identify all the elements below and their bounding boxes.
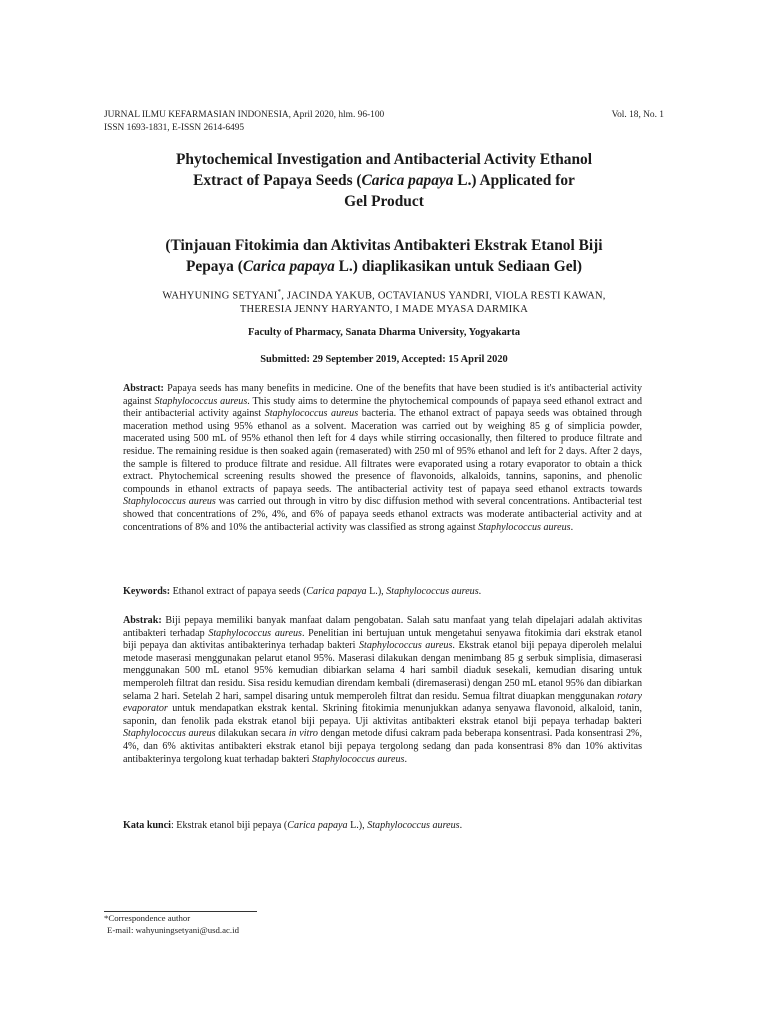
- journal-header: JURNAL ILMU KEFARMASIAN INDONESIA, April 2020, hlm. 96-100: [104, 110, 385, 120]
- species-name: Carica papaya: [287, 820, 348, 831]
- title-en-line1: Phytochemical Investigation and Antibacterial Activity Ethanol: [176, 151, 592, 168]
- kata-kunci-text: .: [459, 820, 463, 831]
- species-name: Staphylococcus aureus: [264, 408, 359, 420]
- authors-line1: [104, 286, 664, 303]
- kata-kunci-label: Kata kunci: [123, 820, 171, 831]
- abstract-english: [123, 383, 642, 534]
- keywords-indonesian: [123, 820, 642, 833]
- species-name: Carica papaya: [306, 586, 367, 597]
- keywords-text: Ethanol extract of papaya seeds (: [170, 586, 307, 597]
- title-en-text: Extract of Papaya Seeds (: [193, 172, 362, 189]
- title-id-line1: (Tinjauan Fitokimia dan Aktivitas Antibakteri Ekstrak Etanol Biji: [165, 237, 603, 254]
- submission-dates: Submitted: 29 September 2019, Accepted: 15 April 2020: [260, 354, 508, 365]
- abstract-text: Papaya seeds has many benefits in medicine. One of the benefits that have been studied is it's antibacterial activity against: [123, 383, 642, 407]
- abstract-indonesian: [123, 615, 642, 766]
- species-name: Staphylococcus aureus: [123, 728, 216, 740]
- italic-term: rotary evaporator: [123, 690, 642, 715]
- title-english: [104, 149, 664, 212]
- keywords-text: L.),: [366, 586, 387, 597]
- issn-line: ISSN 1693-1831, E-ISSN 2614-6495: [104, 123, 245, 133]
- abstract-text: bacteria. The ethanol extract of papaya seeds was obtained through maceration method using 95% ethanol as a solvent. Maceration was carried out by weighing 85 g of simplicia powder, macerated using 500 mL of 95% ethanol then left for 4 days while stirring occasionally, then filtered to produce filtrate and residue. The remaining residue is then soaked again (remaserated) with 250 ml of 95% ethanol and left for 2 days. After 2 days, the sample is filtered to produce filtrate and residue. All filtrates were evaporated using a rotary evaporator to obtain a thick extract. Phytochemical screening results showed the presence of flavonoids, alkaloids, tannins, saponins, and phenolic compounds in ethanol extracts of papaya seeds. The antibacterial activity test of papaya seed ethanol extracts towards: [123, 408, 642, 495]
- species-name: Staphylococcus aureus: [123, 496, 216, 508]
- kata-kunci-text: : Ekstrak etanol biji pepaya (: [170, 820, 288, 831]
- title-en-line3: Gel Product: [344, 193, 424, 210]
- author-list: [104, 286, 664, 316]
- author-names: , JACINDA YAKUB, OCTAVIANUS YANDRI, VIOLA RESTI KAWAN,: [281, 290, 606, 302]
- abstract-text: was carried out through in vitro by disc diffusion method with several concentrations. Antibacterial test showed that concentrations of 2%, 4%, and 6% of papaya seeds ethanol extracts was moderate antibacterial activity and at concentrations of 8% and 10% the antibacterial activity was classified as strong against: [123, 496, 642, 533]
- keywords-label: Keywords:: [123, 586, 171, 597]
- abstract-label: Abstract:: [123, 383, 164, 394]
- abstract-text: .: [570, 521, 574, 533]
- keywords-text: .: [478, 586, 482, 597]
- abstrak-text: dengan metode difusi cakram pada beberapa konsentrasi. Pada konsentrasi 2%, 4%, dan 6% aktivitas antibakteri ekstrak etanol biji pepaya tergolong sedang dan pada konsentrasi 8% dan 10% aktivitas antibakterinya tergolong kuat terhadap bakteri: [123, 728, 642, 765]
- abstract-text: . This study aims to determine the phytochemical compounds of papaya seed ethanol extract and their antibacterial activity against: [123, 395, 642, 420]
- corresponding-author: WAHYUNING SETYANI: [162, 290, 278, 302]
- title-en-line2: [104, 170, 664, 191]
- title-indonesian: [104, 235, 664, 277]
- correspondence-email: E-mail: wahyuningsetyani@usd.ac.id: [107, 925, 239, 935]
- abstrak-text: . Ekstrak etanol biji pepaya diperoleh melalui metode maserasi menggunakan pelarut etanol 95%. Maserasi dilakukan dengan menimbang 85 g serbuk simplisia, dimaserasi menggunakan 500 mL etanol 95% kemudian dibiarkan selama 4 hari sambil diaduk sesekali, kemudian disaring untuk memperoleh filtrat dan residu. Sisa residu kemudian direndam kembali (diremaserasi) dengan 250 mL etanol 95% dan dibiarkan selama 2 hari. Setelah 2 hari, sampel disaring untuk memperoleh filtrat dan residu. Semua filtrat diuapkan menggunakan: [123, 640, 642, 702]
- abstrak-text: Biji pepaya memiliki banyak manfaat dalam pengobatan. Salah satu manfaat yang telah dipelajari adalah aktivitas antibakteri terhadap: [123, 615, 642, 639]
- abstrak-text: untuk mendapatkan ekstrak kental. Skrining fitokimia menunjukkan adanya senyawa flavonoid, alkaloid, tanin, saponin, dan fenolik pada ekstrak etanol biji pepaya. Uji aktivitas antibakteri ekstrak etanol biji pepaya terhadap bakteri: [123, 703, 642, 727]
- species-name: Staphylococcus aureus: [208, 627, 302, 639]
- abstrak-text: .: [404, 753, 407, 765]
- affiliation: Faculty of Pharmacy, Sanata Dharma University, Yogyakarta: [247, 327, 521, 338]
- species-name: Staphylococcus aureus: [367, 820, 460, 831]
- abstrak-text: . Penelitian ini bertujuan untuk mengetahui senyawa fitokimia dari ekstrak etanol biji pepaya dan aktivitas antibakterinya terhadap bakteri: [123, 627, 643, 652]
- title-id-text: L.) diaplikasikan untuk Sediaan Gel): [334, 258, 582, 275]
- species-name: Staphylococcus aureus: [386, 586, 479, 597]
- keywords-english: [123, 586, 642, 599]
- correspondence-note: *Correspondence author: [104, 913, 191, 923]
- abstrak-text: dilakukan secara: [215, 728, 289, 740]
- title-id-line2: [104, 256, 664, 277]
- species-name: Staphylococcus aureus: [312, 753, 405, 765]
- volume-number: Vol. 18, No. 1: [611, 110, 664, 120]
- correspondence-mark: *: [277, 288, 282, 296]
- title-en-text: L.) Applicated for: [453, 172, 575, 189]
- abstrak-label: Abstrak:: [123, 615, 162, 626]
- species-name: Carica papaya: [242, 258, 335, 275]
- species-name: Staphylococcus aureus: [478, 521, 571, 533]
- species-name: Staphylococcus aureus: [154, 395, 248, 407]
- italic-term: in vitro: [288, 728, 318, 740]
- species-name: Staphylococcus aureus: [358, 640, 453, 652]
- title-id-text: Pepaya (: [186, 258, 243, 275]
- footnote-divider: [104, 911, 257, 912]
- kata-kunci-text: L.),: [347, 820, 368, 831]
- species-name: Carica papaya: [361, 172, 454, 189]
- authors-line2: THERESIA JENNY HARYANTO, I MADE MYASA DARMIKA: [239, 303, 529, 315]
